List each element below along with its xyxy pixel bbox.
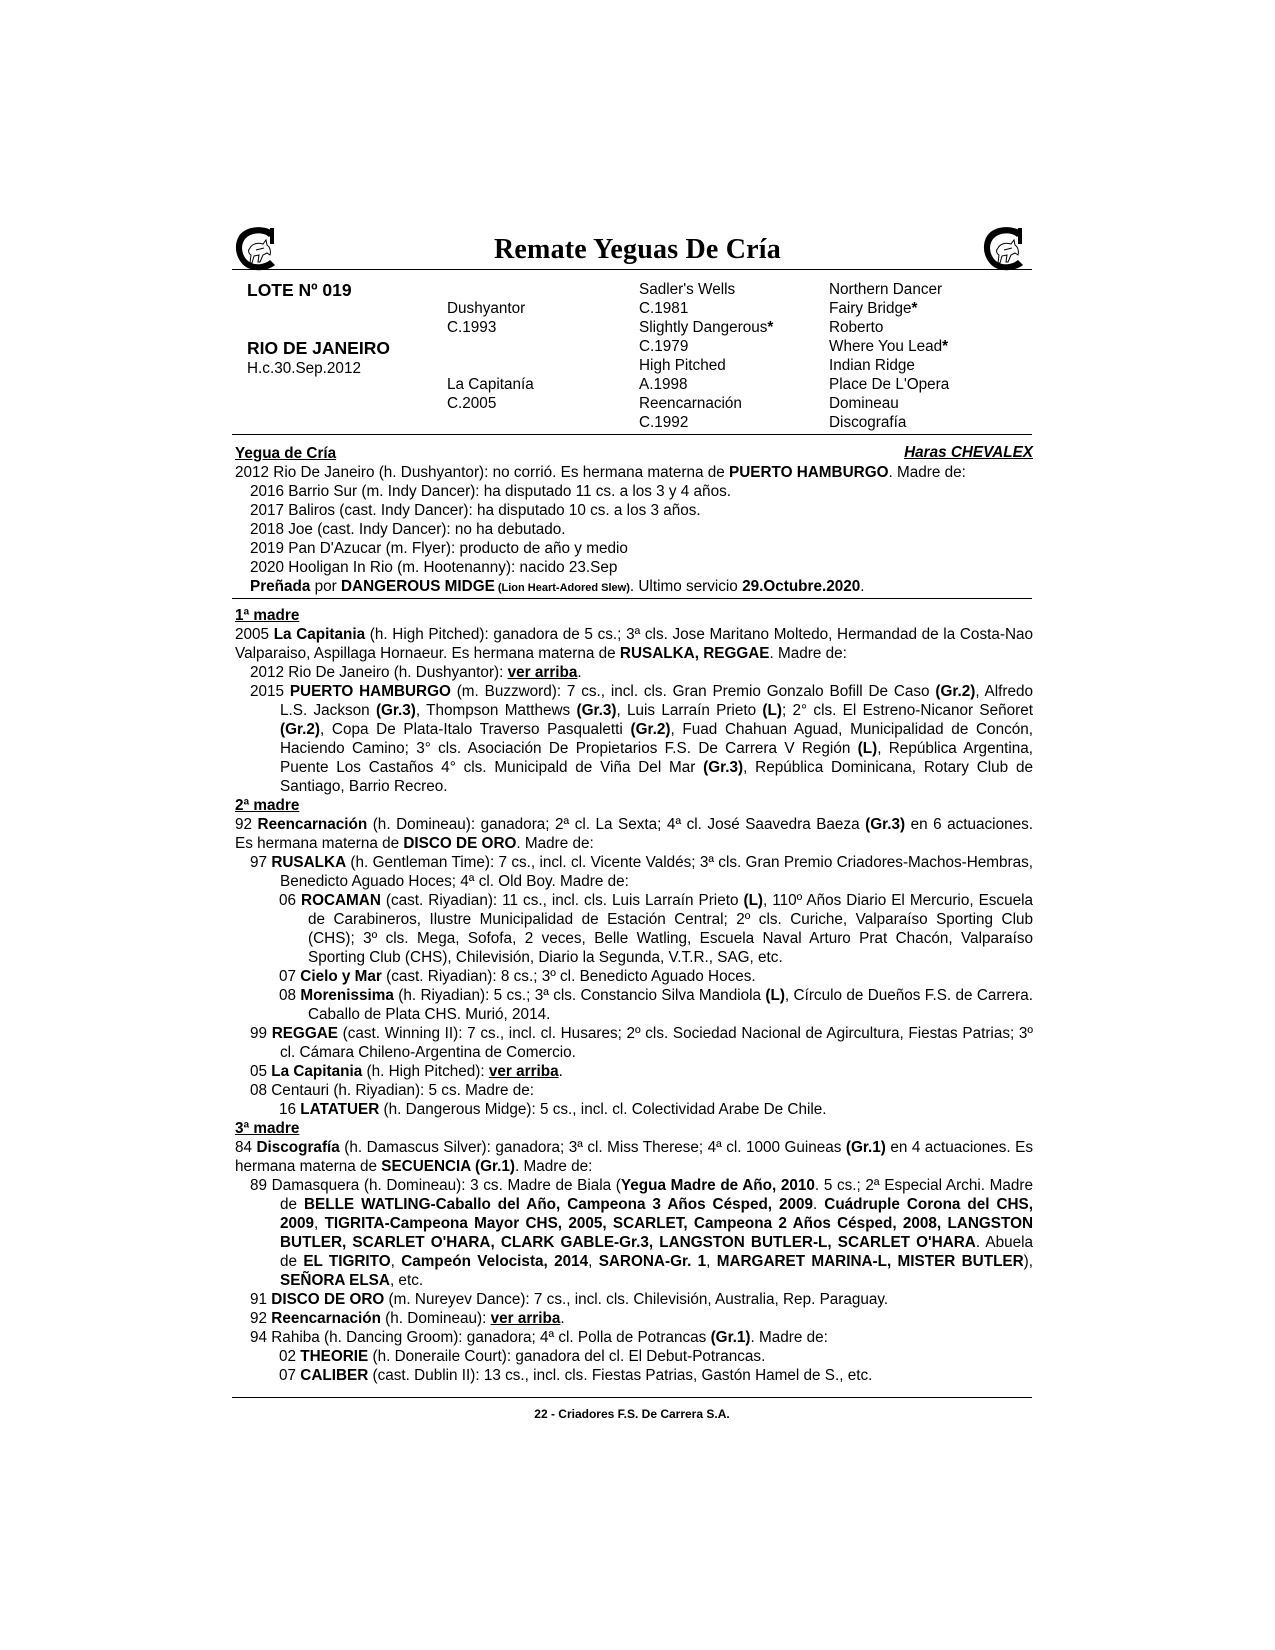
pedigree-gen2-year: C.1992 [639,414,689,431]
madre2-produce: 08 Centauri (h. Riyadian): 5 cs. Madre de: [250,1082,534,1099]
pedigree-gen3-entry [829,299,917,318]
breeder-name: Haras CHEVALEX [904,444,1033,461]
madre2-grandproduce: 07 Cielo y Mar (cast. Riyadian): 8 cs.; 3º cl. Benedicto Aguado Hoces. [279,968,756,985]
horse-logo-icon [230,222,282,274]
pedigree-gen3-name: Roberto [829,319,884,336]
pedigree-gen3-entry [829,394,899,413]
produce-line: 2019 Pan D'Azucar (m. Flyer): producto de año y medio [250,540,628,557]
madre3-paragraph: 84 Discografía (h. Damascus Silver): ganadora; 3ª cl. Miss Therese; 4ª cl. 1000 Guineas (Gr.1) en 4 actuaciones. Es hermana materna de SECUENCIA (Gr.1). Madre de: [235,1139,1034,1175]
pedigree-gen3-name: Indian Ridge [829,357,915,374]
madre3-produce: 89 Damasquera (h. Domineau): 3 cs. Madre de Biala (Yegua Madre de Año, 2010. 5 cs.; 2ª Especial Archi. Madre de BELLE WATLING-Caballo del Año, Campeona 3 Años Césped, 2009. Cuádruple Corona del CHS, 2009, TIGRITA-Campeona Mayor CHS, 2005, SCARLET, Campeona 2 Años Césped, 2008, LANGSTON BUTLER, SCARLET O'HARA, CLARK GABLE-Gr.3, LANGSTON BUTLER-L, SCARLET O'HARA. Abuela de EL TIGRITO, Campeón Velocista, 2014, SARONA-Gr. 1, MARGARET MARINA-L, MISTER BUTLER), SEÑORA ELSA, etc. [250,1177,1034,1289]
madre1-produce: 2015 PUERTO HAMBURGO (m. Buzzword): 7 cs., incl. cls. Gran Premio Gonzalo Bofill De Caso (Gr.2), Alfredo L.S. Jackson (Gr.3), Thompson Matthews (Gr.3), Luis Larraín Prieto (L); 2° cls. El Estreno-Nicanor Señoret (Gr.2), Copa De Plata-Italo Traverso Pasqualetti (Gr.2), Fuad Chahuan Aguad, Municipalidad de Concón, Haciendo Camino; 3° cls. Asociación De Propietarios F.S. De Carrera V Región (L), República Argentina, Puente Los Castaños 4° cls. Municipald de Viña Del Mar (Gr.3), República Dominicana, Rotary Club de Santiago, Barrio Recreo. [250,683,1033,795]
madre3-grandproduce: 07 CALIBER (cast. Dublin II): 13 cs., incl. cls. Fiestas Patrias, Gastón Hamel de S., etc. [279,1367,873,1384]
madre1-paragraph: 2005 La Capitania (h. High Pitched): ganadora de 5 cs.; 3ª cls. Jose Maritano Moltedo, Hermandad de la Costa-Nao Valparaiso, Aspillaga Hornaeur. Es hermana materna de RUSALKA, REGGAE. Madre de: [235,626,1034,662]
madre3-grandproduce: 02 THEORIE (h. Doneraile Court): ganadora del cl. El Debut-Potrancas. [279,1348,766,1365]
pedigree-gen2-year: C.1979 [639,338,689,355]
pedigree-dam-year: C.2005 [447,395,497,412]
produce-line: 2016 Barrio Sur (m. Indy Dancer): ha disputado 11 cs. a los 3 y 4 años. [250,483,731,500]
madre2-produce: 97 RUSALKA (h. Gentleman Time): 7 cs., incl. cl. Vicente Valdés; 3ª cls. Gran Premio Criadores-Machos-Hembras, Benedicto Aguado Hoces; 4ª cl. Old Boy. Madre de: [250,854,1034,890]
pedigree-gen3-name: Northern Dancer [829,281,943,298]
pedigree-gen3-entry [829,356,915,375]
horse-logo-icon [978,222,1030,274]
pedigree-gen3-name: Discografía [829,414,907,431]
imported-star: * [911,300,918,317]
pedigree-gen2-name: Slightly Dangerous [639,319,768,336]
imported-star: * [942,338,949,355]
madre2-paragraph: 92 Reencarnación (h. Domineau): ganadora; 2ª cl. La Sexta; 4ª cl. José Saavedra Baeza (Gr.3) en 6 actuaciones. Es hermana materna de DISCO DE ORO. Madre de: [235,816,1033,852]
pedigree-gen3-entry [829,413,906,432]
produce-line: 2018 Joe (cast. Indy Dancer): no ha debutado. [250,521,566,538]
page-title: Remate Yeguas De Cría [494,234,781,265]
pedigree-gen3-entry [829,375,949,394]
pedigree-gen2-name: High Pitched [639,357,726,374]
pedigree-gen3-name: Place De L'Opera [829,376,950,393]
madre3-produce: 94 Rahiba (h. Dancing Groom): ganadora; 4ª cl. Polla de Potrancas (Gr.1). Madre de: [250,1329,828,1346]
madre1-produce: 2012 Rio De Janeiro (h. Dushyantor): ver arriba. [250,664,582,681]
produce-line: 2020 Hooligan In Rio (m. Hootenanny): nacido 23.Sep [250,559,618,576]
madre2-grandproduce: 06 ROCAMAN (cast. Riyadian): 11 cs., incl. cls. Luis Larraín Prieto (L), 110º Años Diario El Mercurio, Escuela de Carabineros, Ilustre Municipalidad de Estación Central; 2º cls. Curiche, Valparaíso Sporting Club (CHS); 3º cls. Mega, Sofofa, 2 veces, Belle Watling, Escuela Naval Arturo Prat Chacón, Valparaíso Sporting Club (CHS), Chilevisión, Diario la Segunda, V.T.R., SAG, etc. [279,892,1033,966]
produce-line: 2017 Baliros (cast. Indy Dancer): ha disputado 10 cs. a los 3 años. [250,502,701,519]
pedigree-gen2-name: Sadler's Wells [639,281,736,298]
madre3-produce: 91 DISCO DE ORO (m. Nureyev Dance): 7 cs., incl. cls. Chilevisión, Australia, Rep. Paraguay. [250,1291,889,1308]
lot-number: LOTE Nº 019 [247,280,352,300]
pedigree-dam: La Capitanía [447,376,534,393]
imported-star: * [767,319,774,336]
section-heading-madre2: 2ª madre [235,797,300,814]
madre2-grandproduce: 16 LATATUER (h. Dangerous Midge): 5 cs., incl. cl. Colectividad Arabe De Chile. [279,1101,827,1118]
horse-info: H.c.30.Sep.2012 [247,360,361,377]
madre2-grandproduce: 08 Morenissima (h. Riyadian): 5 cs.; 3ª cls. Constancio Silva Mandiola (L), Círculo de Dueños F.S. de Carrera. Caballo de Plata CHS. Murió, 2014. [279,987,1033,1023]
pedigree-sire: Dushyantor [447,300,526,317]
page-footer: 22 - Criadores F.S. De Carrera S.A. [534,1407,730,1421]
pedigree-gen3-entry [829,280,942,299]
yegua-summary: 2012 Rio De Janeiro (h. Dushyantor): no corrió. Es hermana materna de PUERTO HAMBURGO. Madre de: [235,464,966,481]
section-rule [232,598,1032,599]
pedigree-gen3-entry [829,337,948,356]
pedigree-gen3-name: Domineau [829,395,899,412]
section-heading-madre1: 1ª madre [235,607,300,624]
madre3-produce: 92 Reencarnación (h. Domineau): ver arriba. [250,1310,565,1327]
pedigree-gen2-name: Reencarnación [639,395,742,412]
pedigree-sire-year: C.1993 [447,319,497,336]
section-heading-madre3: 3ª madre [235,1120,300,1137]
pedigree-gen3-entry [829,318,883,337]
pedigree-gen2-entry [639,318,773,337]
pedigree-gen2-year: A.1998 [639,376,688,393]
madre2-produce: 05 La Capitania (h. High Pitched): ver arriba. [250,1063,563,1080]
madre2-produce: 99 REGGAE (cast. Winning II): 7 cs., incl. cl. Husares; 2º cls. Sociedad Nacional de Agircultura, Fiestas Patrias; 3º cl. Cámara Chileno-Argentina de Comercio. [250,1025,1033,1061]
footer-rule [232,1397,1032,1398]
pregnancy-line: Preñada por DANGEROUS MIDGE (Lion Heart-Adored Slew). Ultimo servicio 29.Octubre.2020. [250,578,865,595]
pedigree-gen2-year: C.1981 [639,300,689,317]
section-heading-text: Yegua de Cría [235,445,337,462]
header-rule [232,269,1032,270]
pedigree-gen3-name: Where You Lead [829,338,943,355]
horse-name: RIO DE JANEIRO [247,338,390,358]
pedigree-gen3-name: Fairy Bridge [829,300,912,317]
pedigree-rule [232,434,1032,435]
